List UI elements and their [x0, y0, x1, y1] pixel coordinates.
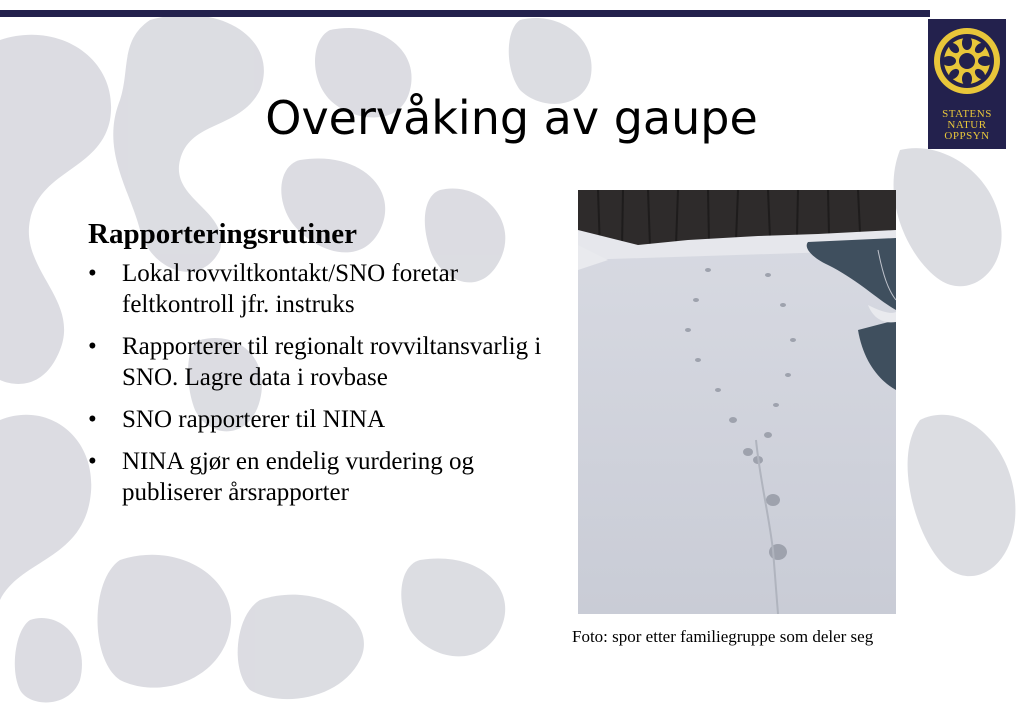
bullet-marker: • [88, 448, 97, 475]
logo-line-oppsyn: OPPSYN [944, 130, 990, 142]
slide-title: Overvåking av gaupe [265, 91, 758, 145]
bullet-item [88, 404, 548, 435]
slide-content [88, 214, 548, 519]
photo-caption: Foto: spor etter familiegruppe som deler seg [572, 627, 874, 646]
bullet-item [88, 446, 548, 508]
bullet-text: Rapporterer til regionalt rovviltansvarlig i SNO. Lagre data i rovbase [122, 333, 542, 391]
logo-line-statens: STATENS [942, 108, 992, 120]
snow-tracks-photo [578, 190, 896, 614]
bullet-list [88, 258, 548, 508]
section-heading: Rapporteringsrutiner [88, 218, 358, 250]
bullet-text: Lokal rovviltkontakt/SNO foretar feltkontroll jfr. instruks [122, 260, 459, 318]
bullet-marker: • [88, 333, 97, 360]
bullet-text: NINA gjør en endelig vurdering og publiserer årsrapporter [122, 448, 475, 506]
bullet-marker: • [88, 260, 97, 287]
bullet-text: SNO rapporterer til NINA [122, 406, 386, 433]
logo-line-natur: NATUR [947, 119, 987, 131]
bullet-item [88, 331, 548, 393]
bullet-marker: • [88, 406, 97, 433]
bullet-item [88, 258, 548, 320]
top-bar [0, 10, 930, 17]
